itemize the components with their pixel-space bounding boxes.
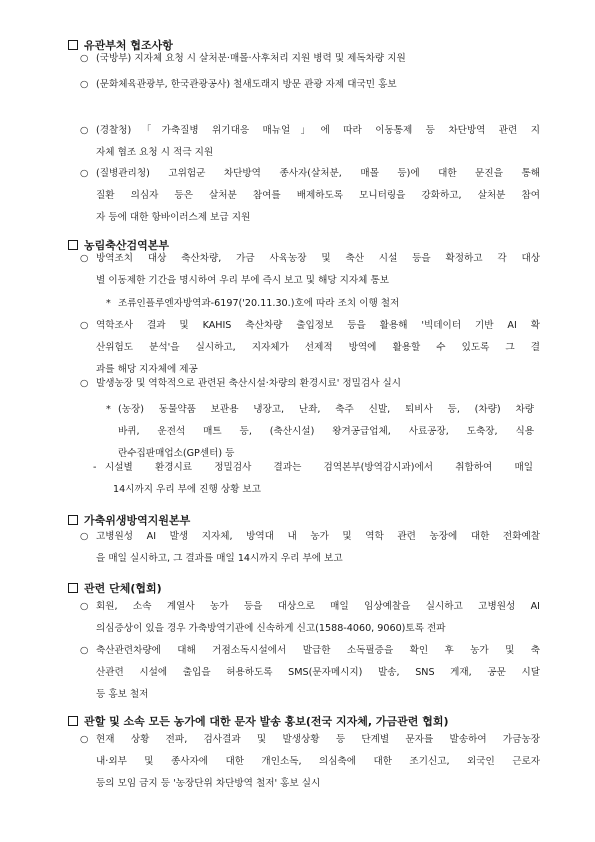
item-text-line: 내·외부 및 종사자에 대한 개인소독, 의심축에 대한 조기신고, 외국인 근로자 — [96, 756, 540, 767]
item-text-line: 발생농장 및 역학적으로 관련된 축산시설·차량의 환경시료' 정밀검사 실시 — [96, 378, 402, 389]
item-text-line: 시설별 환경시료 정밀검사 결과는 검역본부(방역감시과)에서 취합하여 매일 — [105, 462, 533, 473]
square-bullet-icon — [68, 515, 78, 525]
section-title: 농림축산검역본부 — [68, 237, 169, 253]
item-text-line: (농장) 동물약품 보관용 냉장고, 난좌, 축주 신발, 퇴비사 등, (차량) 차량 — [118, 404, 534, 415]
section-title: 가축위생방역지원본부 — [68, 512, 190, 528]
circle-bullet: ○ — [80, 734, 89, 745]
item-text-line: 질환 의심자 등은 살처분 참여를 배제하도록 모니터링을 강화하고, 살처분 참여 — [96, 190, 540, 201]
circle-bullet: ○ — [80, 79, 89, 90]
item-text-line: (경찰청)「가축질병 위기대응 매뉴얼」에 따라 이동통제 등 차단방역 관련 지 — [96, 125, 540, 136]
square-bullet-icon — [68, 40, 78, 50]
item-text-line: 조류인플루엔자방역과-6197('20.11.30.)호에 따라 조치 이행 철저 — [118, 298, 400, 309]
item-text-line: 산위험도 분석'을 실시하고, 지자체가 선제적 방역에 활용할 수 있도록 그 결 — [96, 342, 540, 353]
circle-bullet: ○ — [80, 601, 89, 612]
item-text-line: 바퀴, 운전석 매트 등, (축산시설) 왕겨공급업체, 사료공장, 도축장, 식용 — [118, 426, 534, 437]
circle-bullet: ○ — [80, 253, 89, 264]
item-text-line: 별 이동제한 기간을 명시하여 우리 부에 즉시 보고 및 해당 지자체 통보 — [96, 275, 390, 286]
square-bullet-icon — [68, 240, 78, 250]
asterisk-bullet: * — [106, 404, 111, 415]
asterisk-bullet: * — [106, 298, 111, 309]
circle-bullet: ○ — [80, 378, 89, 389]
square-bullet-icon — [68, 583, 78, 593]
square-bullet-icon — [68, 716, 78, 726]
item-text-line: 등의 모임 금지 등 '농장단위 차단방역 철저' 홍보 실시 — [96, 778, 321, 789]
circle-bullet: ○ — [80, 320, 89, 331]
item-text-line: (문화체육관광부, 한국관광공사) 철새도래지 방문 관광 자제 대국민 홍보 — [96, 79, 397, 90]
section-title: 관련 단체(협회) — [68, 580, 162, 596]
dash-bullet: - — [93, 462, 97, 473]
item-text-line: 고병원성 AI 발생 지자체, 방역대 내 농가 및 역학 관련 농장에 대한 전화예찰 — [96, 531, 540, 542]
item-text-line: 과를 해당 지자체에 제공 — [96, 364, 198, 375]
item-text-line: 자체 협조 요청 시 적극 지원 — [96, 147, 214, 158]
circle-bullet: ○ — [80, 645, 89, 656]
item-text-line: 산관련 시설에 출입을 허용하도록 SMS(문자메시지) 발송, SNS 게재, 공문 시달 — [96, 667, 540, 678]
item-text-line: 현재 상황 전파, 검사결과 및 발생상황 등 단계별 문자를 발송하여 가금농장 — [96, 734, 540, 745]
item-text-line: 방역조치 대상 축산차량, 가금 사육농장 및 축산 시설 등을 확정하고 각 대상 — [96, 253, 540, 264]
section-title: 관할 및 소속 모든 농가에 대한 문자 발송 홍보(전국 지자체, 가금관련 협회) — [68, 713, 449, 729]
item-text-line: 등 홍보 철저 — [96, 689, 149, 700]
circle-bullet: ○ — [80, 53, 89, 64]
section-title: 유관부처 협조사항 — [68, 37, 173, 53]
item-text-line: 축산관련차량에 대해 거점소독시설에서 발급한 소독필증을 확인 후 농가 및 축 — [96, 645, 540, 656]
item-text-line: (질병관리청) 고위험군 차단방역 종사자(살처분, 매몰 등)에 대한 문진을 통해 — [96, 168, 540, 179]
circle-bullet: ○ — [80, 531, 89, 542]
item-text-line: 역학조사 결과 및 KAHIS 축산차량 출입정보 등을 활용해 '빅데이터 기반 AI 확 — [96, 320, 540, 331]
item-text-line: 자 등에 대한 항바이러스제 보급 지원 — [96, 212, 251, 223]
circle-bullet: ○ — [80, 168, 89, 179]
item-text-line: (국방부) 지자체 요청 시 살처분·매몰·사후처리 지원 병력 및 제독차량 지원 — [96, 53, 406, 64]
item-text-line: 란수집판매업소(GP센터) 등 — [118, 448, 235, 459]
circle-bullet: ○ — [80, 125, 89, 136]
item-text-line: 을 매일 실시하고, 그 결과를 매일 14시까지 우리 부에 보고 — [96, 553, 343, 564]
item-text-line: 회원, 소속 계열사 농가 등을 대상으로 매일 임상예찰을 실시하고 고병원성 AI — [96, 601, 540, 612]
item-text-line: 의심증상이 있을 경우 가축방역기관에 신속하게 신고(1588-4060, 9060)토록 전파 — [96, 623, 446, 634]
item-text-line: 14시까지 우리 부에 진행 상황 보고 — [113, 484, 261, 495]
